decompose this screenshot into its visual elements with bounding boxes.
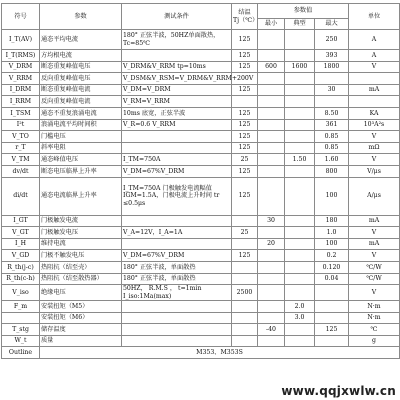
cell-symbol: W_t (2, 335, 40, 347)
table-row (2, 142, 400, 154)
header-min: 最小 (258, 19, 285, 30)
cell-max: 100 (315, 177, 349, 215)
cell-typ: 2.0 (285, 301, 315, 313)
cell-min (258, 227, 285, 239)
header-tj: 结温 Tj（℃） (232, 4, 258, 30)
table-row (2, 227, 400, 239)
cell-cond: V_DSM&V_RSM=V_DRM&V_RRM+200V (122, 73, 232, 85)
cell-typ (285, 119, 315, 131)
cell-param: 方均根电流 (40, 50, 122, 62)
cell-min (258, 96, 285, 108)
cell-cond (122, 131, 232, 143)
header-row (2, 4, 400, 19)
cell-tj: 125 (232, 250, 258, 262)
cell-max: 0.120 (315, 261, 349, 273)
table-row (2, 107, 400, 119)
cell-unit: 10³A²s (349, 119, 400, 131)
cell-param: 浪涌电流平均时间积 (40, 119, 122, 131)
cell-min (258, 50, 285, 62)
cell-unit: mA (349, 215, 400, 227)
cell-param: 热阻抗（结至壳） (40, 261, 122, 273)
cell-typ (285, 238, 315, 250)
cell-symbol: I_RRM (2, 96, 40, 108)
cell-cond (122, 142, 232, 154)
cell-min (258, 119, 285, 131)
cell-symbol: I_T(AV) (2, 30, 40, 50)
cell-unit: N·m (349, 301, 400, 313)
cell-max (315, 335, 349, 347)
table-row (2, 154, 400, 166)
cell-symbol: V_TM (2, 154, 40, 166)
cell-tj (232, 312, 258, 324)
table-row (2, 50, 400, 62)
cell-param: 门极不触发电压 (40, 250, 122, 262)
cell-unit: ℃ (349, 324, 400, 336)
header-symbol: 符号 (2, 4, 40, 30)
table-row (2, 96, 400, 108)
cell-typ (285, 250, 315, 262)
cell-symbol: I²t (2, 119, 40, 131)
table-row (2, 119, 400, 131)
cell-symbol: di/dt (2, 177, 40, 215)
cell-param: 质量 (40, 335, 122, 347)
cell-min: 600 (258, 61, 285, 73)
cell-unit: mA (349, 238, 400, 250)
cell-max: 0.85 (315, 131, 349, 143)
table-row (2, 335, 400, 347)
cell-unit (349, 73, 400, 85)
cell-unit: ℃/W (349, 273, 400, 285)
cell-typ (285, 324, 315, 336)
cell-max (315, 301, 349, 313)
cell-tj (232, 324, 258, 336)
cell-param: 安装扭矩（M5） (40, 301, 122, 313)
cell-typ (285, 50, 315, 62)
cell-param: 储存温度 (40, 324, 122, 336)
cell-typ: 1.50 (285, 154, 315, 166)
cell-typ (285, 177, 315, 215)
cell-param: 绝缘电压 (40, 285, 122, 301)
cell-unit: V (349, 61, 400, 73)
table-row (2, 312, 400, 324)
cell-param: 门极触发电压 (40, 227, 122, 239)
cell-max: 125 (315, 324, 349, 336)
cell-symbol: R_th(c-h) (2, 273, 40, 285)
cell-min (258, 301, 285, 313)
cell-cond (122, 215, 232, 227)
cell-min (258, 261, 285, 273)
cell-param: 断态重复峰值电压 (40, 61, 122, 73)
cell-max: 0.2 (315, 250, 349, 262)
cell-min (258, 107, 285, 119)
cell-min (258, 165, 285, 177)
cell-cond (122, 301, 232, 313)
cell-typ (285, 96, 315, 108)
cell-symbol: V_RRM (2, 73, 40, 85)
cell-max (315, 285, 349, 301)
cell-symbol: V_GT (2, 227, 40, 239)
cell-cond: V_RM=V_RRM (122, 96, 232, 108)
cell-tj (232, 215, 258, 227)
cell-param: 反向重复峰值电压 (40, 73, 122, 85)
cell-typ (285, 261, 315, 273)
cell-param: 安装扭矩（M6） (40, 312, 122, 324)
cell-min: 30 (258, 215, 285, 227)
cell-typ (285, 215, 315, 227)
cell-typ (285, 142, 315, 154)
cell-min: -40 (258, 324, 285, 336)
table-row (2, 285, 400, 301)
cell-tj: 125 (232, 30, 258, 50)
cell-tj: 125 (232, 50, 258, 62)
cell-cond: V_DM=67%V_DRM (122, 250, 232, 262)
cell-symbol: I_GT (2, 215, 40, 227)
table-row (2, 165, 400, 177)
cell-typ (285, 107, 315, 119)
cell-typ (285, 285, 315, 301)
cell-max: 0.04 (315, 273, 349, 285)
cell-unit: mΩ (349, 142, 400, 154)
cell-param: 断态重复峰值电流 (40, 84, 122, 96)
cell-cond: 180° 正弦半波，50HZ单面散热，Tc=85℃ (122, 30, 232, 50)
cell-symbol: dv/dt (2, 165, 40, 177)
cell-min (258, 285, 285, 301)
cell-typ (285, 335, 315, 347)
cell-unit: V (349, 154, 400, 166)
cell-max: 393 (315, 50, 349, 62)
cell-symbol: F_m (2, 301, 40, 313)
cell-cond: 180° 正弦半波，单面散热 (122, 261, 232, 273)
cell-max: 30 (315, 84, 349, 96)
cell-min (258, 312, 285, 324)
cell-min (258, 250, 285, 262)
cell-cond: V_R=0.6 V_RRM (122, 119, 232, 131)
cell-max: 180 (315, 215, 349, 227)
cell-max: 1.0 (315, 227, 349, 239)
cell-cond: V_A=12V，I_A=1A (122, 227, 232, 239)
header-param: 参数 (40, 4, 122, 30)
table-row (2, 131, 400, 143)
cell-tj: 125 (232, 84, 258, 96)
cell-symbol: I_TSM (2, 107, 40, 119)
cell-tj: 125 (232, 131, 258, 143)
cell-symbol: V_TO (2, 131, 40, 143)
cell-tj: 125 (232, 142, 258, 154)
cell-min (258, 84, 285, 96)
header-typ: 典型 (285, 19, 315, 30)
cell-param: 通态峰值电压 (40, 154, 122, 166)
cell-symbol: I_T(RMS) (2, 50, 40, 62)
cell-min (258, 30, 285, 50)
cell-tj (232, 261, 258, 273)
cell-cond: 50HZ， R.M.S ， t=1min I_iso:1Ma(max) (122, 285, 232, 301)
cell-max: 800 (315, 165, 349, 177)
cell-symbol: I_DRM (2, 84, 40, 96)
table-row (2, 324, 400, 336)
cell-symbol: I_H (2, 238, 40, 250)
cell-tj (232, 238, 258, 250)
cell-cond: V_DM=67%V_DRM (122, 165, 232, 177)
cell-param: 门槛电压 (40, 131, 122, 143)
cell-unit: N·m (349, 312, 400, 324)
cell-param: 反向重复峰值电流 (40, 96, 122, 108)
table-row (2, 250, 400, 262)
cell-tj: 125 (232, 61, 258, 73)
cell-min: 20 (258, 238, 285, 250)
cell-typ (285, 131, 315, 143)
cell-param: 热阻抗（结至散热器） (40, 273, 122, 285)
cell-symbol: V_GD (2, 250, 40, 262)
cell-typ (285, 165, 315, 177)
table-row (2, 347, 400, 359)
cell-tj: 125 (232, 107, 258, 119)
cell-max (315, 312, 349, 324)
cell-unit: A/μs (349, 177, 400, 215)
cell-cond: I_TM=750A (122, 154, 232, 166)
cell-tj: 125 (232, 119, 258, 131)
cell-min (258, 177, 285, 215)
cell-typ: 1600 (285, 61, 315, 73)
table-row (2, 301, 400, 313)
cell-max: 361 (315, 119, 349, 131)
cell-param: 斜率电阻 (40, 142, 122, 154)
header-values: 参数值 (258, 4, 349, 19)
cell-cond: 10ms 底宽，正弦半波 (122, 107, 232, 119)
cell-unit: V (349, 250, 400, 262)
cell-unit: ℃/W (349, 261, 400, 273)
cell-symbol: R_th(j-c) (2, 261, 40, 273)
cell-param: 维持电流 (40, 238, 122, 250)
cell-cond (122, 238, 232, 250)
table-row (2, 273, 400, 285)
cell-unit: V (349, 285, 400, 301)
cell-max: 0.85 (315, 142, 349, 154)
cell-typ (285, 73, 315, 85)
cell-cond (122, 335, 232, 347)
cell-typ (285, 273, 315, 285)
cell-typ (285, 84, 315, 96)
cell-cond: V_DRM&V_RRM tp=10ms (122, 61, 232, 73)
cell-param: 通态不重复浪涌电流 (40, 107, 122, 119)
table-row (2, 84, 400, 96)
cell-param: 通态平均电流 (40, 30, 122, 50)
cell-tj: 25 (232, 154, 258, 166)
watermark: www.qqjxwlw.cn (281, 384, 396, 398)
table-row (2, 61, 400, 73)
spec-table-container (1, 3, 399, 359)
table-row (2, 261, 400, 273)
cell-min (258, 131, 285, 143)
cell-symbol: T_stg (2, 324, 40, 336)
cell-max: 100 (315, 238, 349, 250)
cell-tj (232, 96, 258, 108)
cell-max (315, 96, 349, 108)
cell-symbol: r_T (2, 142, 40, 154)
table-row (2, 215, 400, 227)
cell-unit: V (349, 227, 400, 239)
cell-max: 1.60 (315, 154, 349, 166)
cell-typ: 3.0 (285, 312, 315, 324)
cell-min (258, 142, 285, 154)
cell-cond (122, 50, 232, 62)
cell-unit: A (349, 30, 400, 50)
cell-symbol: V_DRM (2, 61, 40, 73)
cell-cond: 180° 正弦半波，单面散热 (122, 273, 232, 285)
cell-param: 通态电流临界上升率 (40, 177, 122, 215)
cell-unit (349, 96, 400, 108)
header-max: 最大 (315, 19, 349, 30)
table-row (2, 73, 400, 85)
cell-typ (285, 30, 315, 50)
table-row (2, 177, 400, 215)
cell-min (258, 273, 285, 285)
cell-cond: I_TM=750A 门极触发电流幅值 IGM=1.5A，门极电流上升时间 tr ≤0.5μs (122, 177, 232, 215)
cell-unit: KA (349, 107, 400, 119)
cell-cond (122, 312, 232, 324)
table-row (2, 30, 400, 50)
header-cond: 测试条件 (122, 4, 232, 30)
cell-symbol: V_iso (2, 285, 40, 301)
cell-param: 断态电压临界上升率 (40, 165, 122, 177)
cell-cond: M353、M353S (40, 347, 400, 359)
cell-symbol: Outline (2, 347, 40, 359)
cell-min (258, 73, 285, 85)
cell-max: 8.50 (315, 107, 349, 119)
cell-typ (285, 227, 315, 239)
cell-max: 1800 (315, 61, 349, 73)
cell-unit: mA (349, 84, 400, 96)
cell-tj: 125 (232, 177, 258, 215)
cell-tj: 25 (232, 227, 258, 239)
cell-unit: A (349, 50, 400, 62)
cell-min (258, 154, 285, 166)
cell-tj (232, 301, 258, 313)
cell-symbol (2, 312, 40, 324)
cell-min (258, 335, 285, 347)
cell-unit: V/μs (349, 165, 400, 177)
cell-tj (232, 273, 258, 285)
cell-max (315, 73, 349, 85)
cell-tj: 2500 (232, 285, 258, 301)
table-row (2, 238, 400, 250)
cell-tj: 125 (232, 165, 258, 177)
header-unit: 单位 (349, 4, 400, 30)
cell-cond: V_DM=V_DRM (122, 84, 232, 96)
cell-param: 门极触发电流 (40, 215, 122, 227)
cell-unit: V (349, 131, 400, 143)
cell-cond (122, 324, 232, 336)
cell-tj (232, 335, 258, 347)
cell-unit: g (349, 335, 400, 347)
cell-max: 250 (315, 30, 349, 50)
spec-table (1, 3, 400, 359)
